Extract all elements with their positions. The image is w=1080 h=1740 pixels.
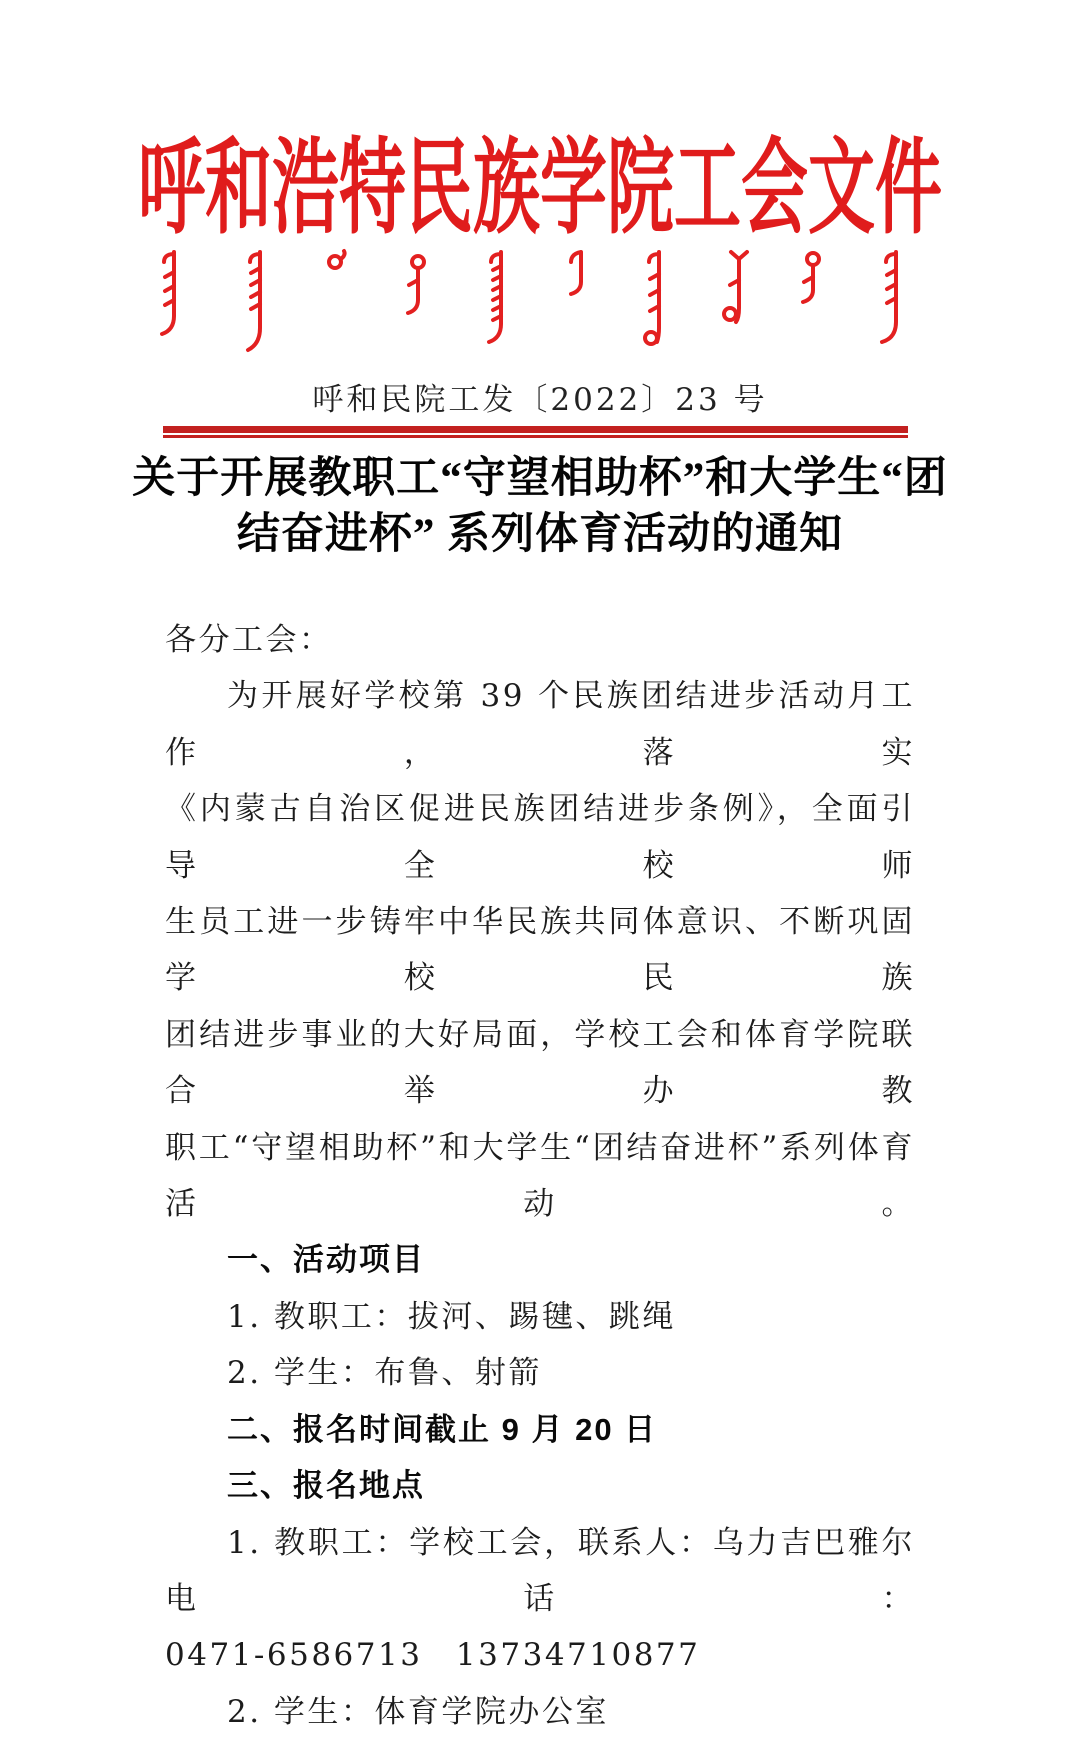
document-number: 呼和民院工发〔2022〕23 号 bbox=[312, 382, 768, 418]
mongolian-word bbox=[724, 252, 747, 322]
list-item: 2. 学生：体育学院办公室 bbox=[227, 1693, 609, 1730]
org-header-title: 呼和浩特民族学院工会文件 bbox=[138, 131, 942, 247]
notice-title-line-1: 关于开展教职工“守望相助杯”和大学生“团 bbox=[132, 455, 948, 502]
mongolian-word bbox=[329, 251, 345, 268]
mongolian-word bbox=[248, 252, 260, 350]
body-line: 为开展好学校第 39 个民族团结进步活动月工作，落实 bbox=[165, 678, 915, 771]
body-line: 生员工进一步铸牢中华民族共同体意识、不断巩固学校民族 bbox=[165, 904, 915, 997]
body-line: 团结进步事业的大好局面，学校工会和体育学院联合举办教 bbox=[165, 1016, 915, 1110]
body-line: 《内蒙古自治区促进民族团结进步条例》，全面引导全校师 bbox=[165, 791, 915, 884]
mongolian-word bbox=[882, 252, 896, 342]
section-heading-2: 二、报名时间截止 9 月 20 日 bbox=[227, 1411, 658, 1447]
contact-line: 1. 教职工：学校工会，联系人：乌力吉巴雅尔 电话： bbox=[165, 1524, 949, 1617]
mongolian-word bbox=[408, 256, 424, 313]
mongolian-script bbox=[140, 250, 940, 358]
notice-title bbox=[55, 451, 1025, 563]
mongolian-word bbox=[162, 252, 174, 334]
mongolian-word bbox=[803, 253, 819, 302]
section-heading-3: 三、报名地点 bbox=[227, 1468, 425, 1504]
phone-numbers-line: 0471-6586713 13734710877 bbox=[165, 1637, 701, 1674]
list-item: 1. 教职工：拔河、踢毽、跳绳 bbox=[227, 1298, 676, 1335]
mongolian-word bbox=[645, 252, 659, 344]
red-separator-line bbox=[163, 426, 908, 438]
mongolian-word bbox=[489, 252, 501, 342]
body-line: 职工“守望相助杯”和大学生“团结奋进杯”系列体育活动。 bbox=[165, 1129, 915, 1223]
salutation-line: 各分工会： bbox=[165, 622, 333, 658]
notice-title-line-2: 结奋进杯” 系列体育活动的通知 bbox=[236, 511, 844, 558]
notice-body bbox=[165, 612, 949, 1740]
mongolian-word bbox=[571, 252, 581, 294]
list-item: 2. 学生：布鲁、射箭 bbox=[227, 1355, 542, 1392]
section-heading-1: 一、活动项目 bbox=[227, 1242, 425, 1278]
